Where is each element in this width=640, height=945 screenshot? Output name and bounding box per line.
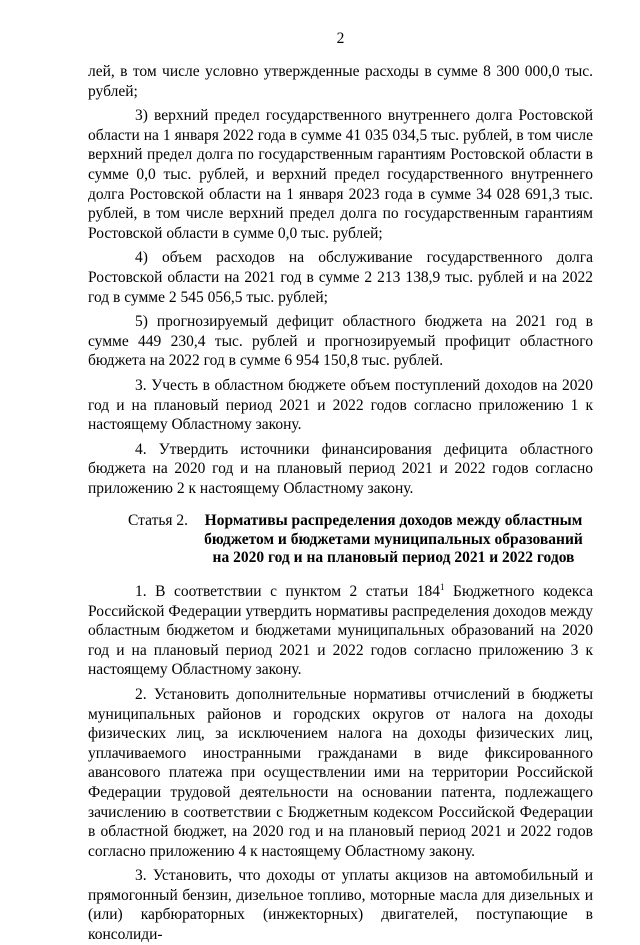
footnote-superscript: 1 — [440, 581, 445, 592]
paragraph-article2-item3: 3. Установить, что доходы от уплаты акцизов на автомобильный и прямогонный бензин, дизельное топливо, моторные масла для дизельных и (или) карбюраторных (инжекторных) двигателей, поступающие в консолиди- — [88, 867, 593, 944]
paragraph-deficit: 5) прогнозируемый дефицит областного бюджета на 2021 год в сумме 449 230,4 тыс. рублей и прогнозируемый профицит областного бюджета на 2022 год в сумме 6 954 150,8 тыс. рублей. — [88, 313, 593, 370]
page-number: 2 — [336, 30, 345, 47]
paragraph-debt-service: 4) объем расходов на обслуживание государственного долга Ростовской области на 2021 год в сумме 2 213 138,9 тыс. рублей и на 2022 год в сумме 2 545 056,5 тыс. рублей; — [88, 249, 593, 306]
article-title: Нормативы распределения доходов между областным бюджетом и бюджетами муниципальных образований на 2020 год и на плановый период 2021 и 2022 годов — [204, 512, 583, 567]
paragraph-debt-limit: 3) верхний предел государственного внутреннего долга Ростовской области на 1 января 2022 года в сумме 41 035 034,5 тыс. рублей, в том числе верхний предел долга по государственным гарантиям Ростовской области в сумме 0,0 тыс. рублей, и верхний предел государственного внутреннего долга Ростовской области на 1 января 2023 года в сумме 34 028 691,3 тыс. рублей, в том числе верхний предел долга по государственным гарантиям Ростовской области в сумме 0,0 тыс. рублей; — [88, 107, 593, 242]
paragraph-article2-item1: 1. В соответствии с пунктом 2 статьи $184^1$ Бюджетного кодекса Российской Федерации утвердить нормативы распределения доходов между областным бюджетом и бюджетами муниципальных образований на 2020 год и на плановый период 2021 и 2022 годов согласно приложению 3 к настоящему Областному закону. — [88, 581, 593, 679]
paragraph-article2-item2: 2. Установить дополнительные нормативы отчислений в бюджеты муниципальных районов и городских округов от налога на доходы физических лиц, за исключением налога на доходы физических лиц, уплачиваемого иностранными гражданами в виде фиксированного авансового платежа при осуществлении ими на территории Российской Федерации трудовой деятельности на основании патента, подлежащего зачислению в соответствии с Бюджетным кодексом Российской Федерации в областной бюджет, на 2020 год и на плановый период 2021 и 2022 годов согласно приложению 4 к настоящему Областному закону. — [88, 685, 593, 860]
paragraph-financing-sources: 4. Утвердить источники финансирования дефицита областного бюджета на 2020 год и на плановый период 2021 и 2022 годов согласно приложению 2 к настоящему Областному закону. — [88, 440, 593, 497]
paragraph-revenues: 3. Учесть в областном бюджете объем поступлений доходов на 2020 год и на плановый период 2021 и 2022 годов согласно приложению 1 к настоящему Областному закону. — [88, 376, 593, 434]
article-heading — [88, 512, 593, 568]
article-label: Статья 2. — [128, 512, 189, 530]
paragraph-continuation: лей, в том числе условно утвержденные расходы в сумме 8 300 000,0 тыс. рублей; — [88, 63, 593, 100]
